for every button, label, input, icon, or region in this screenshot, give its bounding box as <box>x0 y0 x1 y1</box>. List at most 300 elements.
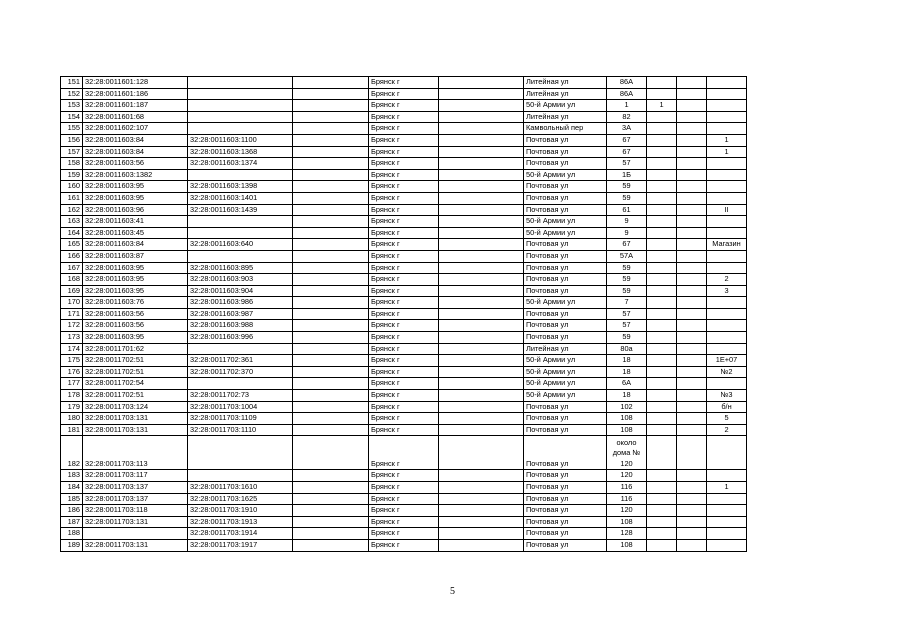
city-cell: Брянск г <box>369 181 439 193</box>
extra-number-cell <box>647 169 677 181</box>
row-number-cell: 152 <box>61 88 83 100</box>
extra-number-cell <box>647 239 677 251</box>
street-cell: Почтовая ул <box>524 262 607 274</box>
house-number-cell: 9 <box>607 216 647 228</box>
extra-number-cell <box>647 216 677 228</box>
empty-cell <box>293 227 369 239</box>
empty-cell <box>293 274 369 286</box>
note-cell: №2 <box>707 366 747 378</box>
empty-cell <box>439 262 524 274</box>
note-cell: 3 <box>707 285 747 297</box>
empty-cell <box>439 204 524 216</box>
empty-cell <box>293 355 369 367</box>
cadastral-number-cell: 32:28:0011603:87 <box>83 250 188 262</box>
house-number-cell: 108 <box>607 424 647 436</box>
city-cell: Брянск г <box>369 528 439 540</box>
note-cell: №3 <box>707 390 747 402</box>
house-number-cell: 86А <box>607 77 647 89</box>
empty-cell <box>439 516 524 528</box>
empty-cell <box>677 216 707 228</box>
city-cell: Брянск г <box>369 146 439 158</box>
street-cell: Почтовая ул <box>524 470 607 482</box>
street-cell: 50-й Армии ул <box>524 216 607 228</box>
street-cell: Почтовая ул <box>524 274 607 286</box>
empty-cell <box>293 332 369 344</box>
house-number-cell <box>607 436 647 470</box>
city-cell: Брянск г <box>369 297 439 309</box>
row-number-cell: 179 <box>61 401 83 413</box>
extra-number-cell <box>647 436 677 470</box>
extra-number-cell <box>647 366 677 378</box>
empty-cell <box>677 332 707 344</box>
table-row <box>61 424 747 436</box>
cadastral-number-cell: 32:28:0011603:45 <box>83 227 188 239</box>
extra-number-cell <box>647 378 677 390</box>
extra-number-cell <box>647 181 677 193</box>
cadastral-number-cell: 32:28:0011603:84 <box>83 239 188 251</box>
empty-cell <box>293 158 369 170</box>
cadastral-number-cell: 32:28:0011603:95 <box>83 181 188 193</box>
table-row <box>61 192 747 204</box>
empty-cell <box>677 320 707 332</box>
note-cell <box>707 158 747 170</box>
empty-cell <box>293 505 369 517</box>
empty-cell <box>439 146 524 158</box>
empty-cell <box>439 539 524 551</box>
empty-cell <box>677 239 707 251</box>
object-cadastral-number-cell: 32:28:0011703:1610 <box>188 482 293 494</box>
table-row <box>61 274 747 286</box>
empty-cell <box>677 285 707 297</box>
extra-number-cell <box>647 424 677 436</box>
house-number-cell: 67 <box>607 239 647 251</box>
house-number-cell: 108 <box>607 516 647 528</box>
row-number-cell: 154 <box>61 111 83 123</box>
table-row <box>61 100 747 112</box>
empty-cell <box>293 320 369 332</box>
row-number-cell: 155 <box>61 123 83 135</box>
cadastral-number-cell: 32:28:0011601:186 <box>83 88 188 100</box>
empty-cell <box>293 204 369 216</box>
house-number-cell: 18 <box>607 355 647 367</box>
empty-cell <box>677 493 707 505</box>
note-cell: 5 <box>707 413 747 425</box>
city-cell: Брянск г <box>369 401 439 413</box>
empty-cell <box>439 158 524 170</box>
row-number-cell: 172 <box>61 320 83 332</box>
object-cadastral-number-cell: 32:28:0011702:361 <box>188 355 293 367</box>
street-cell: Литейная ул <box>524 343 607 355</box>
object-cadastral-number-cell <box>188 227 293 239</box>
note-cell: 2 <box>707 274 747 286</box>
object-cadastral-number-cell: 32:28:0011603:1401 <box>188 192 293 204</box>
empty-cell <box>439 181 524 193</box>
empty-cell <box>439 88 524 100</box>
city-cell: Брянск г <box>369 123 439 135</box>
empty-cell <box>293 297 369 309</box>
row-number-cell: 184 <box>61 482 83 494</box>
object-cadastral-number-cell <box>188 250 293 262</box>
extra-number-cell <box>647 262 677 274</box>
object-cadastral-number-cell <box>188 123 293 135</box>
empty-cell <box>439 227 524 239</box>
empty-cell <box>439 250 524 262</box>
empty-cell <box>293 516 369 528</box>
city-cell: Брянск г <box>369 516 439 528</box>
cadastral-number-cell: 32:28:0011601:128 <box>83 77 188 89</box>
house-number-cell: 57 <box>607 158 647 170</box>
object-cadastral-number-cell: 32:28:0011703:1917 <box>188 539 293 551</box>
empty-cell <box>677 516 707 528</box>
house-number-cell: 67 <box>607 146 647 158</box>
extra-number-cell <box>647 470 677 482</box>
note-cell <box>707 111 747 123</box>
object-cadastral-number-cell: 32:28:0011603:996 <box>188 332 293 344</box>
empty-cell <box>439 169 524 181</box>
street-cell: Почтовая ул <box>524 505 607 517</box>
city-cell: Брянск г <box>369 262 439 274</box>
empty-cell <box>439 308 524 320</box>
cadastral-number-cell: 32:28:0011703:131 <box>83 424 188 436</box>
city-cell: Брянск г <box>369 216 439 228</box>
table-row <box>61 262 747 274</box>
table-row <box>61 343 747 355</box>
empty-cell <box>293 436 369 470</box>
empty-cell <box>293 169 369 181</box>
note-cell <box>707 297 747 309</box>
house-number-cell: 116 <box>607 482 647 494</box>
empty-cell <box>439 320 524 332</box>
empty-cell <box>677 470 707 482</box>
empty-cell <box>293 528 369 540</box>
extra-number-cell <box>647 123 677 135</box>
street-cell: Почтовая ул <box>524 134 607 146</box>
object-cadastral-number-cell: 32:28:0011603:1398 <box>188 181 293 193</box>
empty-cell <box>293 250 369 262</box>
empty-cell <box>293 413 369 425</box>
cadastral-number-cell: 32:28:0011601:68 <box>83 111 188 123</box>
city-cell: Брянск г <box>369 343 439 355</box>
object-cadastral-number-cell <box>188 77 293 89</box>
row-number-cell: 157 <box>61 146 83 158</box>
house-number-cell: 61 <box>607 204 647 216</box>
object-cadastral-number-cell: 32:28:0011603:640 <box>188 239 293 251</box>
extra-number-cell <box>647 204 677 216</box>
city-cell: Брянск г <box>369 539 439 551</box>
empty-cell <box>293 308 369 320</box>
table-row <box>61 436 747 470</box>
object-cadastral-number-cell <box>188 343 293 355</box>
extra-number-cell <box>647 308 677 320</box>
table-row <box>61 516 747 528</box>
table-row <box>61 390 747 402</box>
empty-cell <box>677 355 707 367</box>
object-cadastral-number-cell <box>188 88 293 100</box>
empty-cell <box>439 332 524 344</box>
street-cell: 50-й Армии ул <box>524 100 607 112</box>
cadastral-number-cell: 32:28:0011703:124 <box>83 401 188 413</box>
empty-cell <box>293 401 369 413</box>
table-row <box>61 378 747 390</box>
note-cell: Магазин <box>707 239 747 251</box>
extra-number-cell <box>647 390 677 402</box>
empty-cell <box>293 493 369 505</box>
house-number-cell: 59 <box>607 262 647 274</box>
extra-number-cell <box>647 158 677 170</box>
cadastral-number-cell: 32:28:0011603:56 <box>83 320 188 332</box>
cadastral-number-cell: 32:28:0011603:95 <box>83 332 188 344</box>
empty-cell <box>677 77 707 89</box>
house-number-cell: 3А <box>607 123 647 135</box>
cadastral-number-cell: 32:28:0011602:107 <box>83 123 188 135</box>
city-cell: Брянск г <box>369 332 439 344</box>
city-cell: Брянск г <box>369 355 439 367</box>
object-cadastral-number-cell: 32:28:0011603:904 <box>188 285 293 297</box>
city-cell: Брянск г <box>369 470 439 482</box>
empty-cell <box>677 308 707 320</box>
note-cell <box>707 100 747 112</box>
extra-number-cell: 1 <box>647 100 677 112</box>
house-number-cell: 102 <box>607 401 647 413</box>
street-cell: 50-й Армии ул <box>524 366 607 378</box>
table-row <box>61 134 747 146</box>
empty-cell <box>439 355 524 367</box>
table-row <box>61 320 747 332</box>
note-cell <box>707 216 747 228</box>
house-number-cell: 6А <box>607 378 647 390</box>
empty-cell <box>439 77 524 89</box>
house-number-cell: 108 <box>607 413 647 425</box>
table-row <box>61 470 747 482</box>
city-cell: Брянск г <box>369 204 439 216</box>
empty-cell <box>293 123 369 135</box>
extra-number-cell <box>647 355 677 367</box>
row-number-cell: 185 <box>61 493 83 505</box>
table-row <box>61 204 747 216</box>
object-cadastral-number-cell: 32:28:0011603:987 <box>188 308 293 320</box>
row-number-cell: 166 <box>61 250 83 262</box>
cadastral-number-cell: 32:28:0011702:54 <box>83 378 188 390</box>
extra-number-cell <box>647 505 677 517</box>
note-cell: 1 <box>707 134 747 146</box>
object-cadastral-number-cell: 32:28:0011603:1100 <box>188 134 293 146</box>
cadastral-number-cell: 32:28:0011703:131 <box>83 413 188 425</box>
row-number-cell: 175 <box>61 355 83 367</box>
city-cell: Брянск г <box>369 239 439 251</box>
house-number-cell: 18 <box>607 366 647 378</box>
empty-cell <box>293 239 369 251</box>
house-number-cell: 59 <box>607 192 647 204</box>
row-number-cell: 158 <box>61 158 83 170</box>
empty-cell <box>677 192 707 204</box>
extra-number-cell <box>647 482 677 494</box>
street-cell: 50-й Армии ул <box>524 355 607 367</box>
object-cadastral-number-cell: 32:28:0011603:903 <box>188 274 293 286</box>
cadastral-number-cell: 32:28:0011702:51 <box>83 355 188 367</box>
note-cell: б/н <box>707 401 747 413</box>
house-number-cell: 116 <box>607 493 647 505</box>
cadastral-number-cell: 32:28:0011702:51 <box>83 366 188 378</box>
empty-cell <box>677 401 707 413</box>
house-number-cell: 1 <box>607 100 647 112</box>
house-number-cell: 128 <box>607 528 647 540</box>
city-cell: Брянск г <box>369 424 439 436</box>
empty-cell <box>439 297 524 309</box>
street-cell: Почтовая ул <box>524 539 607 551</box>
city-cell: Брянск г <box>369 100 439 112</box>
house-number-cell: 82 <box>607 111 647 123</box>
empty-cell <box>677 378 707 390</box>
cadastral-number-cell: 32:28:0011601:187 <box>83 100 188 112</box>
extra-number-cell <box>647 227 677 239</box>
object-cadastral-number-cell: 32:28:0011703:1110 <box>188 424 293 436</box>
empty-cell <box>293 378 369 390</box>
empty-cell <box>439 274 524 286</box>
extra-number-cell <box>647 528 677 540</box>
extra-number-cell <box>647 146 677 158</box>
note-cell: 1 <box>707 482 747 494</box>
street-cell: Литейная ул <box>524 77 607 89</box>
empty-cell <box>293 470 369 482</box>
house-number-cell: 59 <box>607 181 647 193</box>
empty-cell <box>293 88 369 100</box>
city-cell: Брянск г <box>369 413 439 425</box>
extra-number-cell <box>647 250 677 262</box>
empty-cell <box>677 413 707 425</box>
row-number-cell: 167 <box>61 262 83 274</box>
house-number-cell: 57 <box>607 308 647 320</box>
empty-cell <box>293 192 369 204</box>
house-number-cell: 120 <box>607 505 647 517</box>
row-number-cell: 182 <box>61 436 83 470</box>
object-cadastral-number-cell: 32:28:0011703:1910 <box>188 505 293 517</box>
empty-cell <box>293 100 369 112</box>
table-row <box>61 355 747 367</box>
extra-number-cell <box>647 413 677 425</box>
empty-cell <box>293 366 369 378</box>
cadastral-number-cell: 32:28:0011603:41 <box>83 216 188 228</box>
empty-cell <box>439 366 524 378</box>
street-cell: Почтовая ул <box>524 528 607 540</box>
object-cadastral-number-cell: 32:28:0011703:1004 <box>188 401 293 413</box>
street-cell: 50-й Армии ул <box>524 390 607 402</box>
extra-number-cell <box>647 516 677 528</box>
table-row <box>61 239 747 251</box>
city-cell: Брянск г <box>369 169 439 181</box>
note-cell <box>707 262 747 274</box>
street-cell: Почтовая ул <box>524 146 607 158</box>
house-number-line: около <box>616 437 637 447</box>
row-number-cell: 176 <box>61 366 83 378</box>
street-cell: 50-й Армии ул <box>524 227 607 239</box>
city-cell: Брянск г <box>369 285 439 297</box>
row-number-cell: 168 <box>61 274 83 286</box>
extra-number-cell <box>647 111 677 123</box>
empty-cell <box>677 424 707 436</box>
street-cell: Литейная ул <box>524 88 607 100</box>
empty-cell <box>677 169 707 181</box>
row-number-cell: 151 <box>61 77 83 89</box>
street-cell: Почтовая ул <box>524 482 607 494</box>
empty-cell <box>677 227 707 239</box>
street-cell: Почтовая ул <box>524 436 607 470</box>
empty-cell <box>677 134 707 146</box>
table-row <box>61 366 747 378</box>
object-cadastral-number-cell: 32:28:0011702:370 <box>188 366 293 378</box>
note-cell <box>707 308 747 320</box>
row-number-cell: 161 <box>61 192 83 204</box>
table-row <box>61 528 747 540</box>
street-cell: Почтовая ул <box>524 285 607 297</box>
registry-rows <box>61 77 747 552</box>
empty-cell <box>439 239 524 251</box>
city-cell: Брянск г <box>369 158 439 170</box>
note-cell <box>707 181 747 193</box>
extra-number-cell <box>647 285 677 297</box>
city-cell: Брянск г <box>369 505 439 517</box>
empty-cell <box>439 528 524 540</box>
street-cell: Почтовая ул <box>524 158 607 170</box>
table-row <box>61 539 747 551</box>
object-cadastral-number-cell <box>188 169 293 181</box>
cadastral-number-cell: 32:28:0011703:131 <box>83 516 188 528</box>
cadastral-number-cell: 32:28:0011603:1382 <box>83 169 188 181</box>
note-cell <box>707 320 747 332</box>
house-number-cell: 57А <box>607 250 647 262</box>
extra-number-cell <box>647 320 677 332</box>
city-cell: Брянск г <box>369 436 439 470</box>
house-number-cell: 120 <box>607 470 647 482</box>
city-cell: Брянск г <box>369 366 439 378</box>
street-cell: Почтовая ул <box>524 308 607 320</box>
empty-cell <box>677 390 707 402</box>
empty-cell <box>439 436 524 470</box>
cadastral-number-cell: 32:28:0011603:56 <box>83 308 188 320</box>
cadastral-number-cell <box>83 528 188 540</box>
table-row <box>61 88 747 100</box>
cadastral-number-cell: 32:28:0011603:95 <box>83 262 188 274</box>
object-cadastral-number-cell: 32:28:0011603:1374 <box>188 158 293 170</box>
note-cell <box>707 539 747 551</box>
empty-cell <box>293 285 369 297</box>
street-cell: Почтовая ул <box>524 192 607 204</box>
extra-number-cell <box>647 332 677 344</box>
empty-cell <box>677 505 707 517</box>
object-cadastral-number-cell: 32:28:0011603:986 <box>188 297 293 309</box>
cadastral-number-cell: 32:28:0011703:131 <box>83 539 188 551</box>
empty-cell <box>439 470 524 482</box>
page-number: 5 <box>450 586 455 597</box>
object-cadastral-number-cell <box>188 100 293 112</box>
table-row <box>61 332 747 344</box>
street-cell: 50-й Армии ул <box>524 169 607 181</box>
empty-cell <box>439 390 524 402</box>
cadastral-number-cell: 32:28:0011603:56 <box>83 158 188 170</box>
empty-cell <box>439 493 524 505</box>
cadastral-number-cell: 32:28:0011603:95 <box>83 274 188 286</box>
empty-cell <box>677 88 707 100</box>
note-cell <box>707 505 747 517</box>
extra-number-cell <box>647 192 677 204</box>
row-number-cell: 186 <box>61 505 83 517</box>
house-number-cell: 59 <box>607 332 647 344</box>
row-number-cell: 163 <box>61 216 83 228</box>
city-cell: Брянск г <box>369 274 439 286</box>
street-cell: Почтовая ул <box>524 516 607 528</box>
row-number-cell: 173 <box>61 332 83 344</box>
empty-cell <box>439 482 524 494</box>
note-cell <box>707 332 747 344</box>
